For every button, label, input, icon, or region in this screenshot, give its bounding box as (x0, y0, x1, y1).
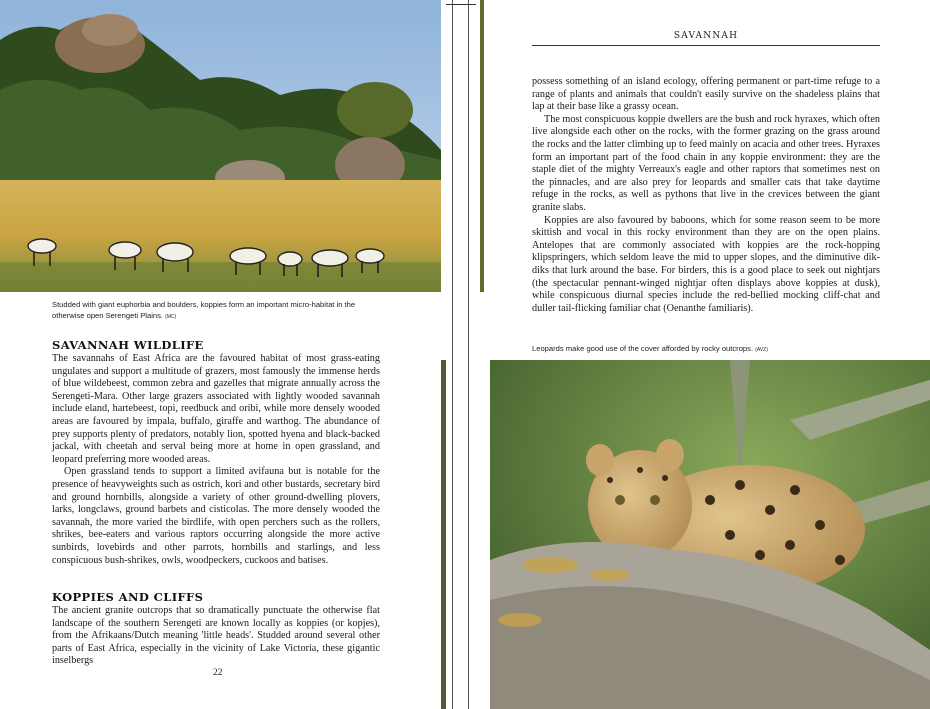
paragraph: The ancient granite outcrops that so dramatically punctuate the otherwise flat landscape of the southern Serengeti are known locally as koppies (or kopjes), from the Afrikaans/Dutch meaning 'little heads'. Studded around several other parts of East Africa, especially in the vicinity of Lake Victoria, these gigantic inselbergs (52, 605, 380, 667)
paragraph: Koppies are also favoured by baboons, which for some reason seem to be more skittish and vocal in this rocky environment than they are on the open plains. Antelopes that are commonly associated with koppies are the rock-hopping klipspringers, which seldom leave the mid to upper slopes, and the diminutive dik-diks that lurk around the base. For birders, this is a good place to seek out nightjars (the spectacular pennant-winged nightjar often displays above koppies at dusk), while conspicuous diurnal species include the red-bellied mocking cliff-chat and duller tail-flicking familiar chat (Oenanthe familiaris). (532, 214, 880, 314)
paragraph: possess something of an island ecology, offering permanent or part-time refuge to a range of plants and animals that couldn't easily survive on the shadeless plains that lap at their base like a grassy ocean. (532, 76, 880, 113)
paragraph: The savannahs of East Africa are the favoured habitat of most grass-eating ungulates and support a multitude of grazers, most famously the immense herds of blue wildebeest, common zebra and gazelles that migrate annually across the Serengeti-Mara. Other large grazers associated with lightly wooded savannah include eland, hartebeest, topi, reedbuck and oribi, while more densely wooded areas are favoured by impala, buffalo, giraffe and warthog. The abundance of prey supports plenty of predators, notably lion, spotted hyena and black-backed jackal, with cheetah and serval being more at home in open grassland, and leopard preferring more wooded areas. (52, 353, 380, 465)
left-page (0, 0, 446, 709)
caption-text: Studded with giant euphorbia and boulders, koppies form an important micro-habitat in the otherwise open Serengeti Plains. (52, 300, 356, 320)
koppies-text (52, 605, 380, 668)
gutter-line (452, 0, 453, 709)
page-number: 22 (213, 668, 223, 678)
paragraph: The most conspicuous koppie dwellers are the bush and rock hyraxes, which often live alongside each other on the rocks, with the former grazing on the grass around the rocks and the latter climbing up to feed mainly on acacia and other trees. Hyraxes form an important part of the food chain in any koppie environment: they are the staple diet of the mighty Verreaux's eagle and other raptors that sometimes nest on the pinnacles, and are also prey for leopards and smaller cats that take daytime refuge in the rocks, as well as pythons that live in the crevices between the giant granite slabs. (532, 113, 880, 213)
caption-text: Leopards make good use of the cover afforded by rocky outcrops. (532, 344, 754, 353)
paragraph: Open grassland tends to support a limited avifauna but is notable for the presence of heavyweights such as ostrich, kori and other bustards, secretary bird and ground hornbills, alongside a variety of other ground-dwelling plovers, larks, longclaws, ground barbets and cisticolas. The more densely wooded the savannah, the more varied the birdlife, with open perchers such as the rollers, shrikes, bee-eaters and various raptors occurring alongside the more active sunbirds, lovebirds and other parrots, hornbills and starlings, and less conspicuous bush-shrikes, owls, woodpeckers, cuckoos and batises. (52, 466, 380, 566)
header-rule (532, 45, 880, 46)
section-heading-koppies-and-cliffs: KOPPIES AND CLIFFS (52, 590, 204, 604)
photo-credit: (MC) (165, 314, 177, 320)
section-heading-savannah-wildlife: SAVANNAH WILDLIFE (52, 338, 204, 352)
gutter-tick (446, 4, 476, 5)
right-page (484, 0, 930, 709)
photo-credit: (AVZ) (755, 347, 768, 353)
leopard-photo-caption (532, 343, 880, 356)
gutter (446, 0, 484, 709)
running-head: SAVANNAH (673, 31, 739, 41)
leopard-photo (490, 360, 930, 709)
gutter-line (468, 0, 469, 709)
koppies-continued-text (532, 76, 880, 315)
zebra-koppie-photo (0, 0, 441, 292)
zebra-photo-caption (52, 299, 382, 323)
savannah-wildlife-text (52, 353, 380, 567)
